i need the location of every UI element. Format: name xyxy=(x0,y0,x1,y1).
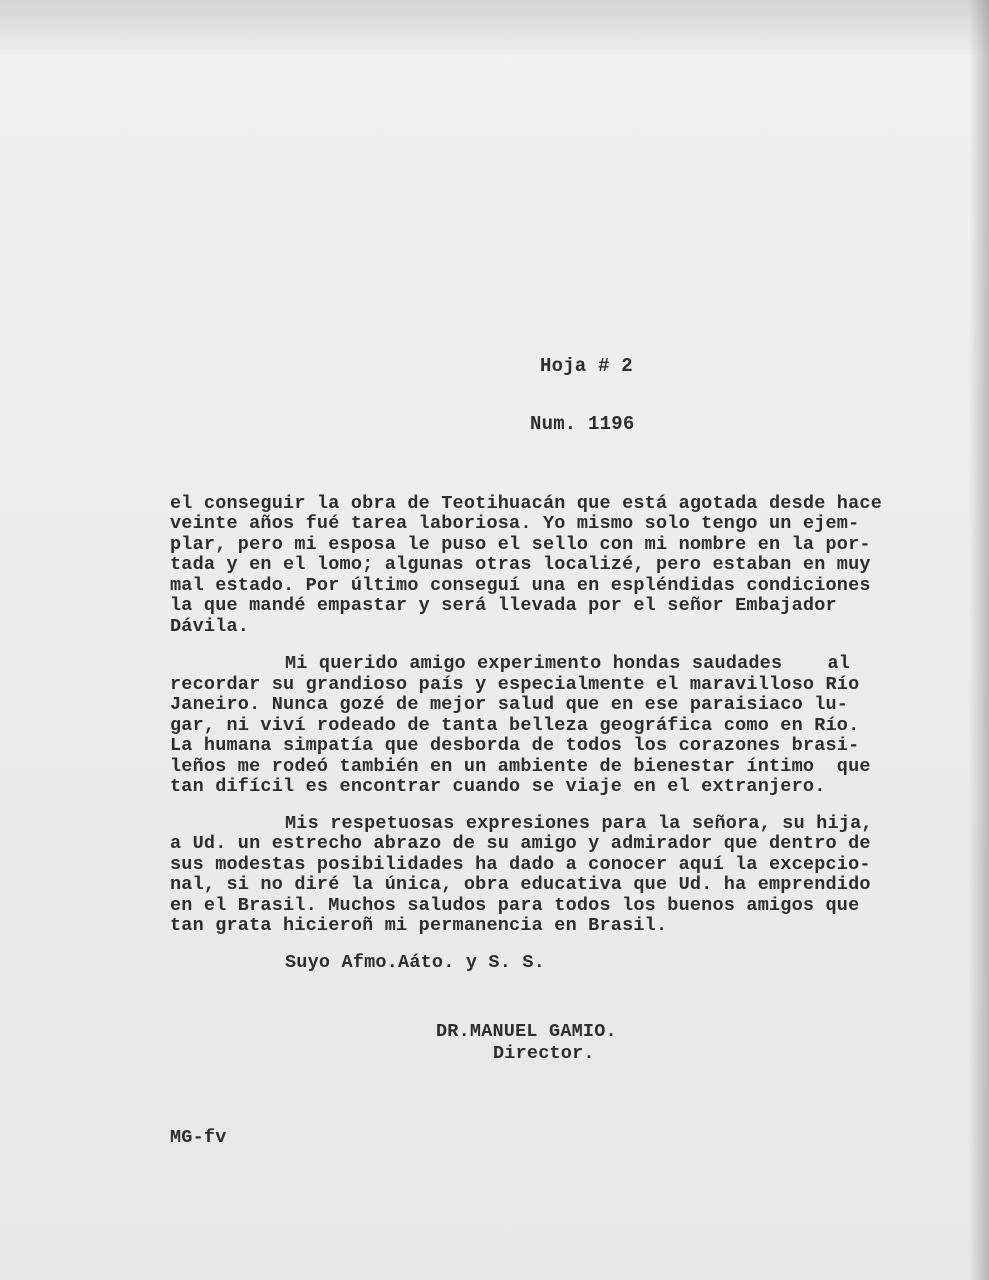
paragraph-2-line: Janeiro. Nunca gozé de mejor salud que en ese paraisiaco lu- xyxy=(170,694,849,715)
document-number: Num. 1196 xyxy=(530,413,635,435)
paragraph-2-line: leños me rodeó también en un ambiente de bienestar íntimo que xyxy=(170,756,871,777)
paragraph-1-line: Dávila. xyxy=(170,616,250,637)
paragraph-1-line: tada y en el lomo; algunas otras localizé, pero estaban en muy xyxy=(170,554,871,575)
paragraph-2-line: gar, ni viví rodeado de tanta belleza geográfica como en Río. xyxy=(170,715,860,736)
paragraph-3-line: a Ud. un estrecho abrazo de su amigo y admirador que dentro de xyxy=(170,833,871,854)
paragraph-3-line: sus modestas posibilidades ha dado a conocer aquí la excepcio- xyxy=(170,854,871,875)
paragraph-1-line: el conseguir la obra de Teotihuacán que está agotada desde hace xyxy=(170,493,883,514)
paragraph-3-line: tan grata hicieroñ mi permanencia en Brasil. xyxy=(170,915,668,936)
paragraph-2-line: tan difícil es encontrar cuando se viaje en el extranjero. xyxy=(170,776,826,797)
paragraph-1-line: veinte años fué tarea laboriosa. Yo mismo solo tengo un ejem- xyxy=(170,513,860,534)
paragraph-3-line: en el Brasil. Muchos saludos para todos los buenos amigos que xyxy=(170,895,860,916)
paragraph-1-line: plar, pero mi esposa le puso el sello con mi nombre en la por- xyxy=(170,534,871,555)
closing-formula: Suyo Afmo.Aáto. y S. S. xyxy=(285,952,545,973)
paragraph-3-line: nal, si no diré la única, obra educativa que Ud. ha emprendido xyxy=(170,874,871,895)
page-number-header: Hoja # 2 xyxy=(540,355,633,377)
reference-initials: MG-fv xyxy=(170,1127,227,1148)
paragraph-2-line: recordar su grandioso país y especialmente el maravilloso Río xyxy=(170,674,860,695)
signature-title: Director. xyxy=(493,1043,595,1064)
paper-edge-shadow xyxy=(969,0,989,1280)
signature-name: DR.MANUEL GAMIO. xyxy=(436,1021,617,1042)
paragraph-2-line: La humana simpatía que desborda de todos los corazones brasi- xyxy=(170,735,860,756)
paper-fold-shadow xyxy=(0,0,989,55)
paragraph-3-line: Mis respetuosas expresiones para la señora, su hija, xyxy=(285,813,873,834)
paragraph-1-line: la que mandé empastar y será llevada por el señor Embajador xyxy=(170,595,837,616)
paragraph-1-line: mal estado. Por último conseguí una en espléndidas condiciones xyxy=(170,575,871,596)
paragraph-2-line: Mi querido amigo experimento hondas saudades al xyxy=(285,653,851,674)
